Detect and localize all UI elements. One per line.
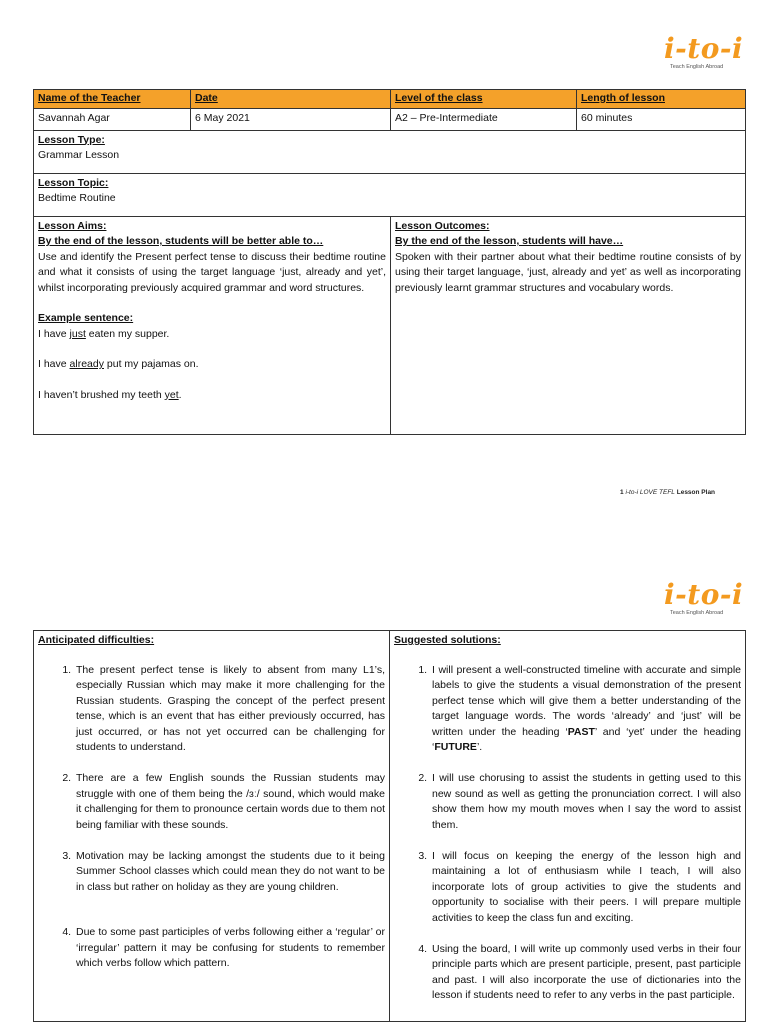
list-item: 1. I will present a well-constructed timeline with accurate and simple labels to give the students a visual demonstration of the present perfect tense which will give them a better understanding of the target language words. The words ‘already’ and ‘just’ will be written under the heading ‘PAST’ and ‘yet’ under the heading ‘FUTURE’.	[430, 663, 741, 756]
outcomes-text: Spoken with their partner about what their bedtime routine consists of by using their target language, ‘just, already and yet’ as well as incorporating previously learnt grammar structures and vocabulary words.	[395, 250, 741, 294]
difficulties-table	[33, 630, 746, 1022]
difficulties-label: Anticipated difficulties:	[38, 634, 155, 646]
footer-suffix: Lesson Plan	[676, 489, 716, 496]
example-sentence-2: I have already put my pajamas on.	[38, 358, 199, 370]
list-item: 2. There are a few English sounds the Russian students may struggle with one of them being the /ɜː/ sound, which would make it challenging for them to pronounce certain words due to them not being familiar with these sounds.	[74, 771, 385, 833]
teacher-value: Savannah Agar	[34, 108, 191, 130]
list-item: 4. Due to some past participles of verbs following either a ‘regular’ or ‘irregular’ pattern it may be confusing for students to remember which verbs follow which pattern.	[74, 925, 385, 972]
logo-mark: i-to-i	[664, 32, 744, 65]
list-item: 2. I will use chorusing to assist the students in getting used to this new sound as well as getting the pronunciation correct. I will also show them how my mouth moves when I say the word to assist them.	[430, 771, 741, 833]
footer-page-number: 1	[620, 489, 624, 496]
list-item: 4. Using the board, I will write up commonly used verbs in their four principle parts which are present participle, present, past participle and past. I will also incorporate the use of dictionaries into the lesson if students need to refer to any verbs in the past participle.	[430, 942, 741, 1004]
difficulties-list	[38, 663, 385, 972]
lesson-type-value: Grammar Lesson	[38, 149, 120, 161]
header-row	[34, 90, 746, 109]
aims-cell	[34, 216, 391, 434]
aims-label: Lesson Aims:	[38, 219, 107, 232]
lesson-topic-label: Lesson Topic:	[38, 176, 109, 189]
length-value: 60 minutes	[577, 108, 746, 130]
teacher-label: Name of the Teacher	[34, 90, 191, 109]
difficulties-cell	[34, 631, 390, 1022]
length-label: Length of lesson	[577, 90, 746, 109]
date-value: 6 May 2021	[191, 108, 391, 130]
logo-tagline-2: Teach English Abroad	[670, 610, 724, 616]
solutions-cell	[390, 631, 746, 1022]
logo-second-page	[664, 578, 744, 616]
example-label: Example sentence:	[38, 312, 134, 324]
logo-mark-2: i-to-i	[664, 578, 744, 611]
logo-top	[664, 32, 744, 70]
logo-tagline: Teach English Abroad	[670, 64, 724, 70]
solutions-label: Suggested solutions:	[394, 634, 501, 646]
page-footer	[620, 489, 715, 496]
lesson-topic-row	[34, 173, 746, 216]
footer-doc-title: i-to-i LOVE TEFL	[625, 489, 675, 496]
lesson-info-table	[33, 89, 746, 435]
outcomes-subheading: By the end of the lesson, students will have…	[395, 235, 624, 247]
lesson-type-row	[34, 130, 746, 173]
level-label: Level of the class	[391, 90, 577, 109]
lesson-topic-value: Bedtime Routine	[38, 192, 116, 204]
list-item: 3. Motivation may be lacking amongst the students due to it being Summer School classes which could mean they do not want to be in class but rather on holiday as they are young children.	[74, 849, 385, 896]
date-label: Date	[191, 90, 391, 109]
example-sentence-3: I haven’t brushed my teeth yet.	[38, 388, 182, 401]
aims-text: Use and identify the Present perfect tense to discuss their bedtime routine and what it consists of using the target language ‘just, already and yet’, whilst incorporating previously acquired grammar and word structures.	[38, 250, 386, 294]
aims-subheading: By the end of the lesson, students will be better able to…	[38, 235, 324, 247]
list-item: 1. The present perfect tense is likely to absent from many L1’s, especially Russian which may make it more challenging for the Russian students. Grasping the concept of the perfect present tense, which is an event that has either previously occurred, has just occurred, or has not yet occurred can be challenging for students to understand.	[74, 663, 385, 756]
aims-outcomes-row	[34, 216, 746, 434]
outcomes-label: Lesson Outcomes:	[395, 219, 490, 232]
values-row	[34, 108, 746, 130]
solutions-list	[394, 663, 741, 1004]
lesson-type-label: Lesson Type:	[38, 133, 105, 146]
level-value: A2 – Pre-Intermediate	[391, 108, 577, 130]
example-sentence-1: I have just eaten my supper.	[38, 327, 170, 340]
outcomes-cell	[391, 216, 746, 434]
list-item: 3. I will focus on keeping the energy of the lesson high and maintaining a lot of enthusiasm while I teach, I will also incorporate lots of group activities to give the students and opportunity to socialise with their peers. I will prepare multiple activities to keep the class fun and exciting.	[430, 849, 741, 927]
